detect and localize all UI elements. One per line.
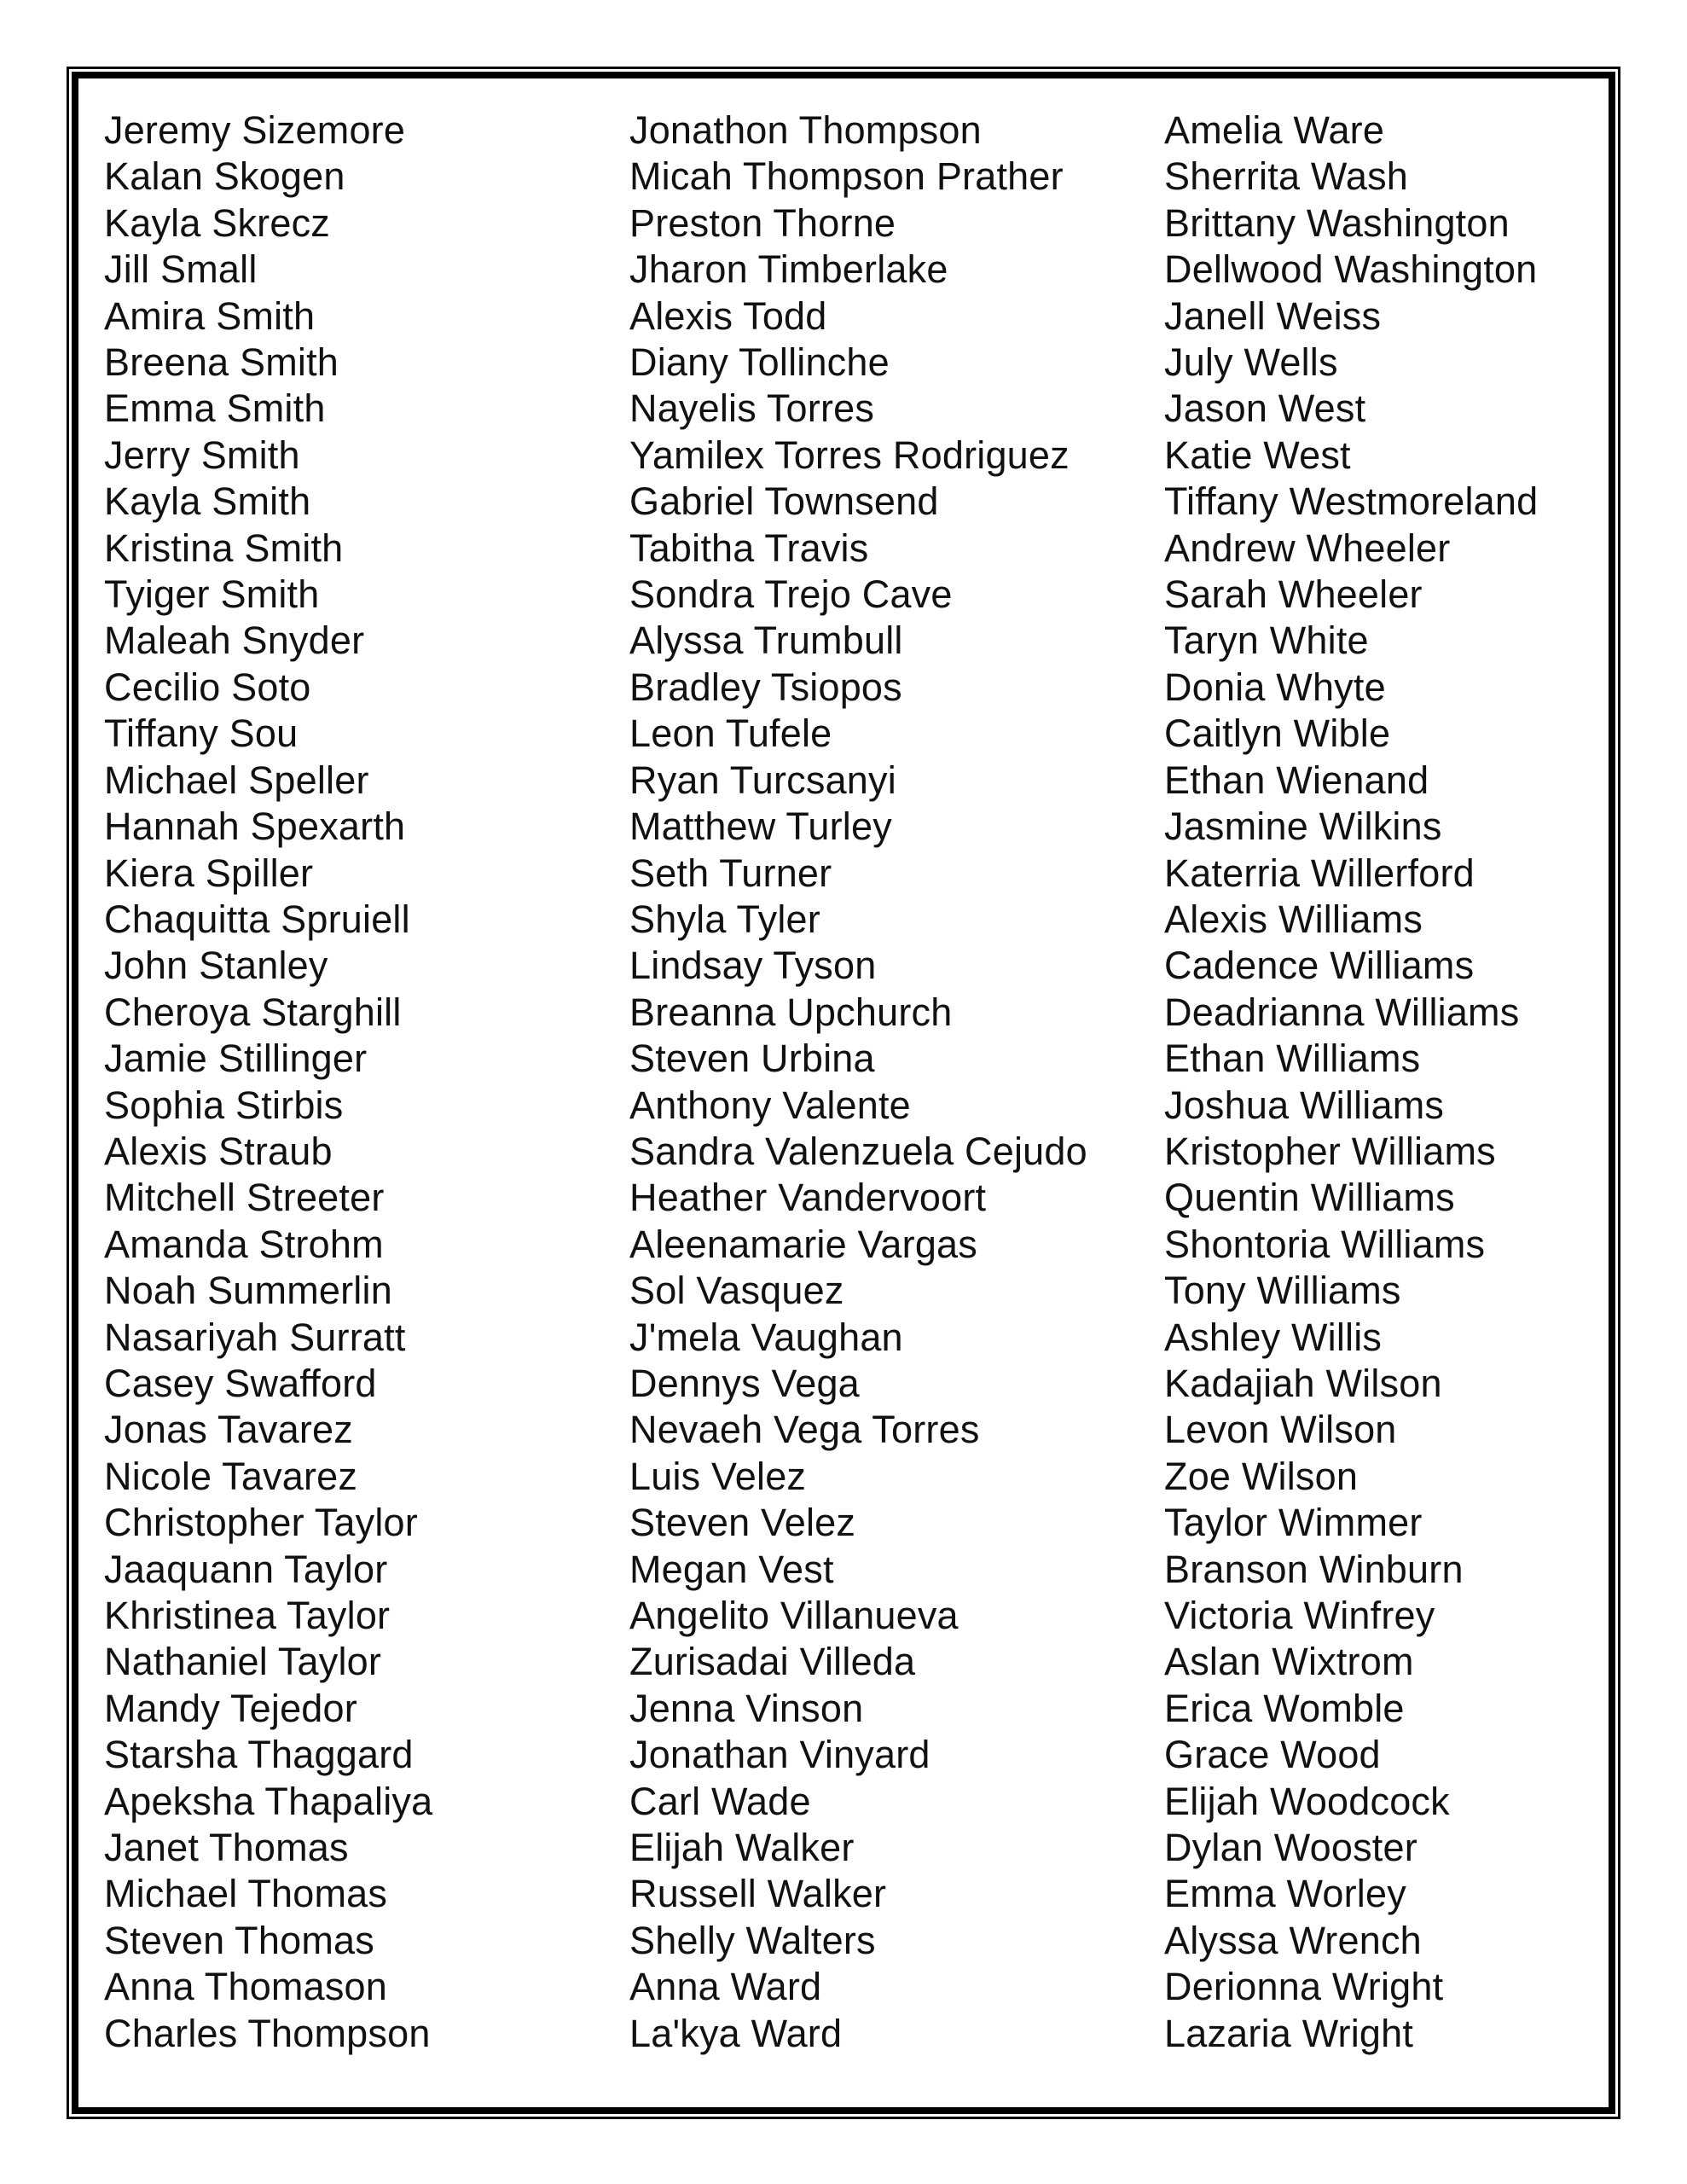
list-item-name: Charles Thompson — [104, 2011, 431, 2055]
list-item-name: Dennys Vega — [629, 1361, 860, 1405]
list-item-name: Tyiger Smith — [104, 572, 320, 617]
list-item-name: Caitlyn Wible — [1164, 712, 1391, 756]
list-item-name: Lindsay Tyson — [629, 944, 877, 988]
list-item-name: Dylan Wooster — [1164, 1826, 1417, 1870]
list-item-name: Breanna Upchurch — [629, 990, 953, 1034]
list-item-name: Steven Velez — [629, 1501, 856, 1545]
list-item-name: Jonathon Thompson — [629, 108, 982, 152]
list-item-name: Jamie Stillinger — [104, 1037, 368, 1081]
list-item-name: Jonathan Vinyard — [629, 1733, 930, 1777]
list-item-name: Alyssa Wrench — [1164, 1918, 1422, 1962]
list-item-name: Casey Swafford — [104, 1361, 377, 1405]
list-item-name: John Stanley — [104, 944, 328, 988]
list-item-name: Jasmine Wilkins — [1164, 804, 1442, 849]
list-item-name: Megan Vest — [629, 1547, 834, 1591]
list-item-name: Janet Thomas — [104, 1826, 349, 1870]
list-item-name: Nevaeh Vega Torres — [629, 1408, 980, 1452]
list-item-name: Shelly Walters — [629, 1918, 876, 1962]
list-item-name: Jenna Vinson — [629, 1686, 864, 1730]
list-item-name: Ethan Wienand — [1164, 758, 1429, 802]
list-item-name: Tiffany Westmoreland — [1164, 479, 1539, 524]
list-item-name: Anna Thomason — [104, 1965, 387, 2009]
list-item-name: Cadence Williams — [1164, 944, 1475, 988]
list-item-name: Kristopher Williams — [1164, 1129, 1496, 1173]
list-item-name: Chaquitta Spruiell — [104, 897, 410, 941]
list-item-name: Christopher Taylor — [104, 1501, 418, 1545]
list-item-name: Luis Velez — [629, 1454, 807, 1498]
list-item-name: Levon Wilson — [1164, 1408, 1397, 1452]
list-item-name: Kayla Smith — [104, 479, 311, 524]
list-item-name: Michael Thomas — [104, 1872, 388, 1916]
list-item-name: Diany Tollinche — [629, 340, 890, 385]
list-item-name: Emma Smith — [104, 386, 326, 431]
name-list-columns — [104, 107, 1609, 2057]
list-item-name: Khristinea Taylor — [104, 1594, 391, 1637]
list-item-name: Steven Thomas — [104, 1918, 374, 1962]
list-item-name: Noah Summerlin — [104, 1269, 392, 1313]
list-item-name: Jaaquann Taylor — [104, 1547, 388, 1591]
list-item-name: Lazaria Wright — [1164, 2011, 1414, 2055]
list-item-name: Branson Winburn — [1164, 1547, 1464, 1591]
list-item-name: Grace Wood — [1164, 1733, 1381, 1777]
list-item-name: La'kya Ward — [629, 2011, 843, 2055]
list-item-name: Sophia Stirbis — [104, 1083, 344, 1127]
list-item-name: Leon Tufele — [629, 712, 832, 756]
list-item-name: Tony Williams — [1164, 1269, 1401, 1313]
list-item-name: Carl Wade — [629, 1779, 811, 1823]
list-item-name: July Wells — [1164, 340, 1338, 385]
list-item-name: Russell Walker — [629, 1872, 887, 1916]
list-item-name: Mitchell Streeter — [104, 1176, 385, 1220]
list-item-name: Joshua Williams — [1164, 1083, 1445, 1127]
list-item-name: Jharon Timberlake — [629, 247, 948, 292]
page-border-outer — [67, 67, 1620, 2119]
list-item-name: Aslan Wixtrom — [1164, 1640, 1414, 1684]
list-item-name: Derionna Wright — [1164, 1965, 1444, 2009]
list-item-name: Matthew Turley — [629, 804, 892, 849]
list-item-name: Kayla Skrecz — [104, 200, 330, 245]
list-item-name: Sarah Wheeler — [1164, 572, 1423, 617]
list-item-name: Heather Vandervoort — [629, 1176, 987, 1220]
list-item-name: Alexis Straub — [104, 1129, 333, 1173]
list-item-name: Amelia Ware — [1164, 108, 1385, 152]
list-item-name: Hannah Spexarth — [104, 804, 406, 849]
list-item-name: Anthony Valente — [629, 1083, 911, 1127]
page-border-inner — [72, 72, 1615, 2114]
list-item-name: Erica Womble — [1164, 1686, 1405, 1730]
list-item-name: Jill Small — [104, 247, 258, 292]
list-item-name: Nicole Tavarez — [104, 1454, 358, 1498]
list-item-name: Nathaniel Taylor — [104, 1640, 382, 1684]
name-column-1 — [104, 107, 629, 2057]
list-item-name: Shyla Tyler — [629, 897, 820, 941]
list-item-name: Kadajiah Wilson — [1164, 1361, 1442, 1405]
list-item-name: Janell Weiss — [1164, 293, 1382, 338]
list-item-name: Sol Vasquez — [629, 1269, 844, 1313]
list-item-name: Quentin Williams — [1164, 1176, 1455, 1220]
list-item-name: Taylor Wimmer — [1164, 1501, 1423, 1545]
list-item-name: Jason West — [1164, 386, 1366, 431]
list-item-name: Taryn White — [1164, 619, 1369, 663]
list-item-name: Brittany Washington — [1164, 200, 1510, 245]
list-item-name: Ryan Turcsanyi — [629, 758, 896, 802]
list-item-name: Starsha Thaggard — [104, 1733, 414, 1777]
list-item-name: Elijah Walker — [629, 1826, 855, 1870]
list-item-name: Jerry Smith — [104, 433, 300, 477]
list-item-name: Nasariyah Surratt — [104, 1315, 406, 1359]
list-item-name: Nayelis Torres — [629, 386, 875, 431]
list-item-name: Amira Smith — [104, 293, 316, 338]
list-item-name: Amanda Strohm — [104, 1222, 384, 1266]
list-item-name: Tiffany Sou — [104, 712, 299, 756]
list-item-name: Jonas Tavarez — [104, 1408, 353, 1452]
list-item-name: Alexis Todd — [629, 293, 827, 338]
list-item-name: Kristina Smith — [104, 526, 344, 570]
list-item-name: Micah Thompson Prather — [629, 154, 1064, 199]
list-item-name: Steven Urbina — [629, 1037, 875, 1081]
list-item-name: Jeremy Sizemore — [104, 108, 406, 152]
list-item-name: Aleenamarie Vargas — [629, 1222, 977, 1266]
list-item-name: Andrew Wheeler — [1164, 526, 1451, 570]
list-item-name: Gabriel Townsend — [629, 479, 939, 524]
list-item-name: Michael Speller — [104, 758, 369, 802]
list-item-name: Sandra Valenzuela Cejudo — [629, 1129, 1087, 1173]
list-item-name: Sherrita Wash — [1164, 154, 1409, 199]
list-item-name: Cheroya Starghill — [104, 990, 402, 1034]
list-item-name: Breena Smith — [104, 340, 339, 385]
list-item-name: Angelito Villanueva — [629, 1594, 959, 1637]
list-item-name: Elijah Woodcock — [1164, 1779, 1450, 1823]
list-item-name: Preston Thorne — [629, 200, 896, 245]
list-item-name: Kiera Spiller — [104, 851, 314, 895]
list-item-name: Apeksha Thapaliya — [104, 1779, 433, 1823]
list-item-name: J'mela Vaughan — [629, 1315, 903, 1359]
name-column-2 — [629, 107, 1164, 2057]
list-item-name: Alyssa Trumbull — [629, 619, 903, 663]
list-item-name: Shontoria Williams — [1164, 1222, 1486, 1266]
list-item-name: Donia Whyte — [1164, 665, 1386, 709]
list-item-name: Ashley Willis — [1164, 1315, 1383, 1359]
list-item-name: Deadrianna Williams — [1164, 990, 1520, 1034]
list-item-name: Sondra Trejo Cave — [629, 572, 953, 617]
name-column-3 — [1164, 107, 1609, 2057]
list-item-name: Katerria Willerford — [1164, 851, 1475, 895]
list-item-name: Maleah Snyder — [104, 619, 365, 663]
list-item-name: Victoria Winfrey — [1164, 1594, 1435, 1637]
list-item-name: Zurisadai Villeda — [629, 1640, 916, 1684]
list-item-name: Zoe Wilson — [1164, 1454, 1359, 1498]
list-item-name: Alexis Williams — [1164, 897, 1423, 941]
list-item-name: Mandy Tejedor — [104, 1686, 357, 1730]
list-item-name: Tabitha Travis — [629, 526, 869, 570]
list-item-name: Dellwood Washington — [1164, 247, 1538, 292]
list-item-name: Seth Turner — [629, 851, 832, 895]
list-item-name: Ethan Williams — [1164, 1037, 1421, 1081]
list-item-name: Bradley Tsiopos — [629, 665, 902, 709]
list-item-name: Katie West — [1164, 433, 1351, 477]
list-item-name: Emma Worley — [1164, 1872, 1406, 1916]
list-item-name: Kalan Skogen — [104, 154, 345, 199]
list-item-name: Anna Ward — [629, 1965, 822, 2009]
list-item-name: Cecilio Soto — [104, 665, 311, 709]
list-item-name: Yamilex Torres Rodriguez — [629, 433, 1070, 477]
